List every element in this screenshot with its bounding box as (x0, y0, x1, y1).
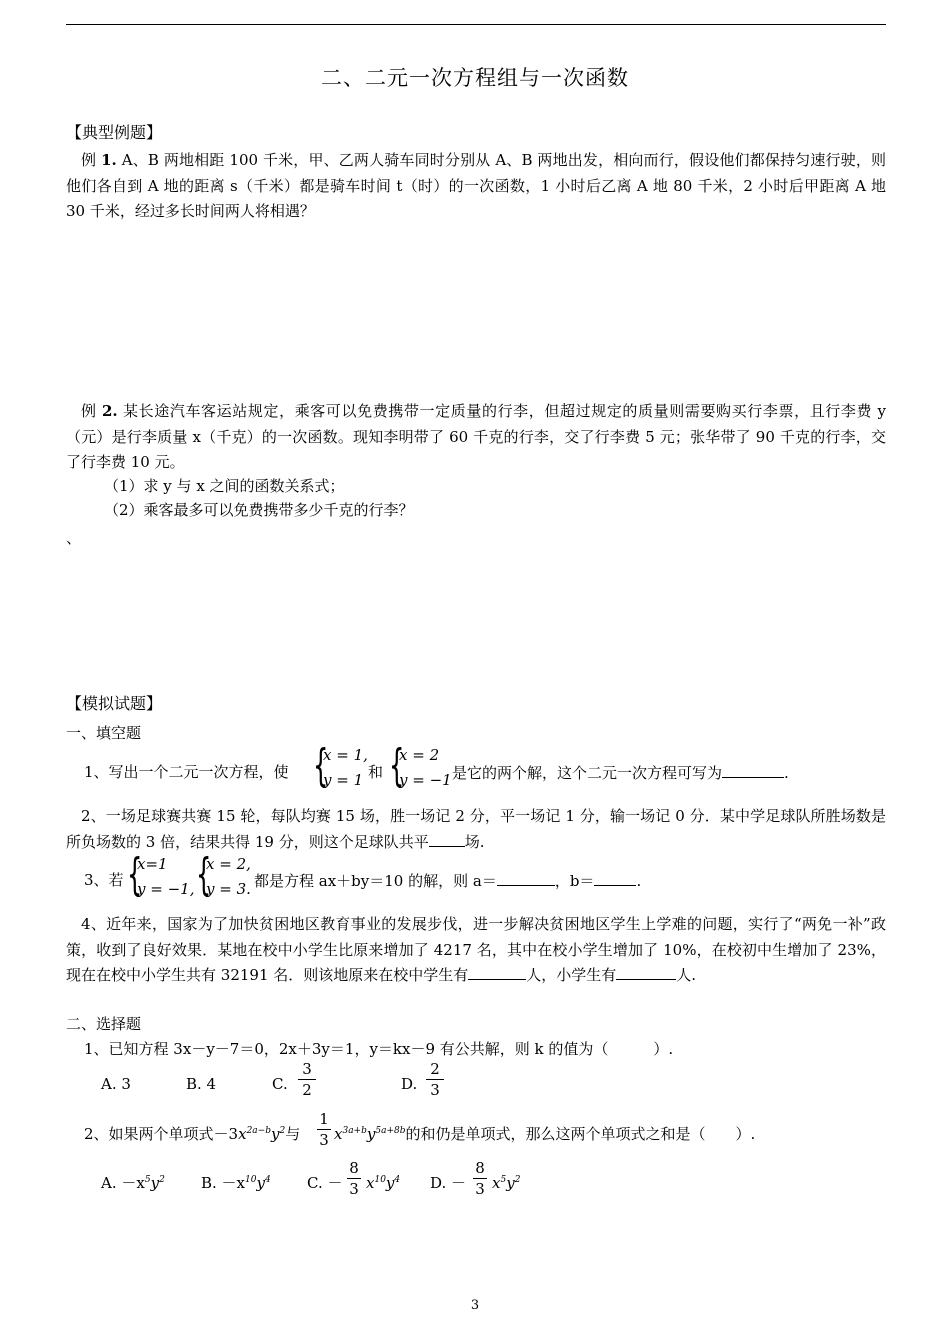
choice-q2-pre-text: 2、如果两个单项式－3 (84, 1125, 239, 1143)
choice-q1-option-d-fraction (425, 1059, 445, 1100)
answer-blank (429, 832, 465, 847)
example-2-label: 例 (81, 402, 97, 420)
stray-mark: 、 (66, 529, 82, 547)
exponent: 2 (279, 1126, 286, 1136)
fill-q1-system-1 (313, 740, 373, 792)
choice-q2-option-d-term (492, 1174, 520, 1192)
equation: y = 1 (323, 771, 364, 789)
variable-y: y (256, 1174, 265, 1192)
exponent: 4 (394, 1175, 401, 1185)
choice-q2-post-text: 的和仍是单项式，那么这两个单项式之和是（ ）. (405, 1125, 756, 1143)
variable-y: y (366, 1125, 376, 1143)
fill-q1-post-text: 是它的两个解，这个二元一次方程可写为 (452, 764, 723, 782)
choice-heading: 二、选择题 (66, 1015, 142, 1033)
choice-q1-option-c-fraction (297, 1059, 317, 1100)
choice-q2-option-b[interactable] (201, 1174, 271, 1192)
equation: x = 2 (399, 746, 440, 764)
fill-q1-pre: 1、写出一个二元一次方程，使 (84, 763, 289, 781)
fill-q4 (66, 912, 886, 989)
equation: x=1 (137, 855, 168, 873)
fraction-numerator: 1 (319, 1110, 329, 1128)
fill-q2-end: 场. (464, 832, 485, 851)
exponent: 2 (514, 1175, 521, 1185)
exponent: 3a+b (342, 1126, 367, 1136)
fill-q4-text: 4、近年来，国家为了加快贫困地区教育事业的发展步伐，进一步解决贫困地区学生上学难的问题，实行了“两免一补”政策，收到了良好效果．某地在校中小学生比原来增加了 4217 名，其中在校小学生增加了 10%，在校初中生增加了 23%，现在在校中小学生共有 32191 名．则该地原来在校中学生有 (66, 915, 886, 984)
section-mock-heading: 【模拟试题】 (66, 694, 163, 713)
example-2-text: 某长途汽车客运站规定，乘客可以免费携带一定质量的行李，但超过规定的质量则需要购买行李票，且行李费 y（元）是行李质量 x（千克）的一次函数。现知李明带了 60 千克的行李，交了行李费 5 元；张华带了 90 千克的行李，交了行李费 10 元。 (66, 402, 886, 471)
fraction-numerator: 8 (475, 1159, 485, 1177)
variable-y: y (150, 1174, 160, 1192)
choice-q1-option-b[interactable]: B. 4 (186, 1075, 217, 1093)
fraction-denominator: 3 (475, 1180, 485, 1198)
exponent: 10 (374, 1175, 386, 1185)
example-1 (66, 148, 886, 225)
page-title: 二、二元一次方程组与一次函数 (321, 66, 629, 90)
fraction-numerator: 8 (349, 1159, 359, 1177)
exponent: 4 (264, 1175, 271, 1185)
variable-x: x (334, 1125, 343, 1143)
equation: y = −1 (399, 771, 452, 789)
fraction-denominator: 3 (430, 1081, 440, 1099)
fill-q1-post (452, 763, 789, 782)
answer-blank (722, 763, 784, 778)
fill-q3-system-1 (127, 849, 197, 901)
fill-q1-mid: 和 (368, 763, 384, 781)
fraction-denominator: 3 (349, 1180, 359, 1198)
fraction-numerator: 2 (430, 1060, 440, 1078)
equation: x = 1, (323, 746, 368, 764)
brace-icon: { (389, 740, 405, 791)
example-1-number: 1. (101, 151, 117, 169)
brace-icon: { (313, 740, 329, 791)
example-2-number: 2. (101, 402, 118, 420)
exponent: 5a+8b (375, 1126, 406, 1136)
choice-q1-option-c-label[interactable]: C. (272, 1075, 288, 1093)
fill-q2 (66, 804, 886, 855)
variable-y: y (270, 1125, 280, 1143)
exponent: 5 (144, 1175, 151, 1185)
fraction-denominator: 3 (319, 1131, 329, 1149)
brace-icon: { (196, 849, 212, 900)
choice-q2-pre (84, 1125, 300, 1143)
fill-q3-mid: ，b＝ (554, 872, 595, 890)
example-2-question-2: （2）乘客最多可以免费携带多少千克的行李？ (104, 501, 414, 519)
exponent: 5 (500, 1175, 507, 1185)
brace-icon: { (127, 849, 143, 900)
equation: y = −1, (137, 880, 195, 898)
choice-q2-fraction (316, 1109, 332, 1150)
example-2-question-1: （1）求 y 与 x 之间的函数关系式； (104, 477, 345, 495)
choice-q2-option-a[interactable] (101, 1174, 165, 1192)
exponent: 2 (159, 1175, 165, 1185)
choice-q2-option-c-label[interactable]: C. － (307, 1174, 343, 1192)
answer-blank-middle-school (468, 965, 526, 980)
variable-y: y (385, 1174, 395, 1192)
fraction-denominator: 2 (302, 1081, 312, 1099)
choice-q2-option-c-term (366, 1174, 400, 1192)
fill-q3-post (254, 871, 641, 890)
page-number: 3 (470, 1298, 480, 1313)
choice-q1-option-d-label[interactable]: D. (401, 1075, 418, 1093)
fill-q3-system-2 (196, 849, 256, 901)
choice-q2-post (334, 1125, 755, 1143)
variable-x: x (492, 1174, 501, 1192)
fill-q1-end: . (784, 764, 789, 782)
example-1-text: A、B 两地相距 100 千米，甲、乙两人骑车同时分别从 A、B 两地出发，相向而行，假设他们都保持匀速行驶，则他们各自到 A 地的距离 s（千米）都是骑车时间 t（时）的一次函数，1 小时后乙离 A 地 80 千米，2 小时后甲距离 A 地 30 千米，经过多长时间两人将相遇？ (66, 151, 886, 220)
choice-q1-text: 1、已知方程 3x－y－7＝0，2x＋3y＝1，y＝kx－9 有公共解，则 k 的值为（ ）. (84, 1040, 674, 1058)
fill-q2-text: 2、一场足球赛共赛 15 轮，每队均赛 15 场，胜一场记 2 分，平一场记 1 分，输一场记 0 分．某中学足球队所胜场数是所负场数的 3 倍，结果共得 19 分，则这个足球队共平 (66, 807, 886, 851)
example-1-label: 例 (81, 151, 97, 169)
equation: y = 3. (206, 880, 251, 898)
choice-q1-option-a[interactable]: A. 3 (101, 1075, 131, 1093)
fill-q3-pre: 3、若 (84, 871, 124, 889)
option-label: B. －x (201, 1174, 246, 1192)
example-2 (66, 399, 886, 476)
fill-q4-end: 人. (676, 966, 697, 984)
choice-q2-option-d-fraction (472, 1158, 488, 1199)
answer-blank-primary-school (616, 965, 676, 980)
equation: x = 2, (206, 855, 251, 873)
fill-q4-mid: 人，小学生有 (526, 966, 617, 984)
fill-q3-end: . (636, 872, 642, 890)
fill-heading: 一、填空题 (66, 724, 142, 742)
header-rule (66, 24, 886, 25)
variable-y: y (506, 1174, 515, 1192)
answer-blank-b (594, 871, 636, 886)
section-examples-heading: 【典型例题】 (66, 123, 163, 142)
fill-q1-system-2 (389, 740, 459, 792)
choice-q2-mid: 与 (285, 1125, 301, 1143)
variable-x: x (366, 1174, 375, 1192)
choice-q2-option-d-label[interactable]: D. － (430, 1174, 467, 1192)
option-label: A. －x (101, 1174, 145, 1192)
exponent: 10 (245, 1175, 257, 1185)
choice-q2-option-c-fraction (346, 1158, 362, 1199)
answer-blank-a (497, 871, 555, 886)
fill-q3-post-text: 都是方程 ax＋by＝10 的解，则 a＝ (254, 872, 497, 890)
fraction-numerator: 3 (302, 1060, 312, 1078)
exponent: 2a−b (246, 1126, 271, 1136)
variable-x: x (238, 1125, 247, 1143)
